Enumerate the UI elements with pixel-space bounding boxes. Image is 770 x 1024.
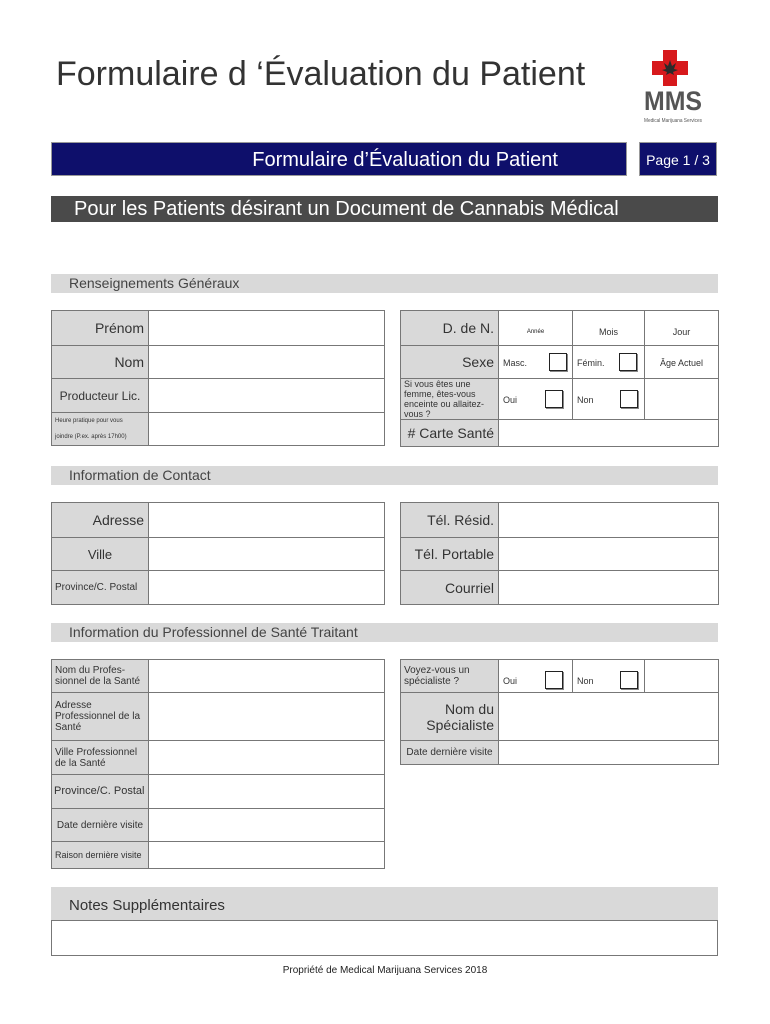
label-adresse: Adresse: [52, 503, 149, 538]
label-spec-non: Non: [577, 676, 594, 686]
label-nom-specialiste: Nom du Spécialiste: [401, 693, 499, 741]
femin-checkbox[interactable]: [619, 353, 637, 371]
courriel-field[interactable]: [499, 571, 719, 605]
professional-right-table: [400, 659, 719, 765]
label-heure-line2: joindre (P.ex. après 17h00): [55, 434, 127, 440]
label-heure-line1: Heure pratique pour vous: [55, 418, 123, 424]
label-specialiste: Voyez-vous un spécialiste ?: [401, 660, 499, 693]
footer-text: Propriété de Medical Marijuana Services 2018: [282, 965, 488, 976]
label-date-spec: Date dernière visite: [401, 741, 499, 765]
label-raison: Raison dernière visite: [52, 842, 149, 869]
label-nom: Nom: [52, 346, 149, 379]
enceinte-oui-checkbox[interactable]: [545, 390, 563, 408]
mms-logo: [640, 48, 706, 128]
professional-left-table: [51, 659, 385, 869]
specialiste-non-checkbox[interactable]: [620, 671, 638, 689]
label-date-visite: Date dernière visite: [52, 809, 149, 842]
section-professional: Information du Professionnel de Santé Traitant: [51, 623, 718, 642]
page-title: Formulaire d ‘Évaluation du Patient: [56, 55, 586, 93]
logo-text: MMS: [644, 86, 702, 116]
label-tel-portable: Tél. Portable: [401, 538, 499, 571]
enceinte-non-checkbox[interactable]: [620, 390, 638, 408]
contact-left-table: [51, 502, 385, 605]
label-jour: Jour: [672, 327, 691, 337]
label-carte-sante: # Carte Santé: [401, 420, 499, 447]
label-tel-resid: Tél. Résid.: [401, 503, 499, 538]
label-producteur: Producteur Lic.: [52, 379, 149, 413]
prenom-field[interactable]: [149, 311, 385, 346]
label-ville-pro: Ville Professionnel de la Santé: [52, 741, 149, 775]
nom-field[interactable]: [149, 346, 385, 379]
producteur-field[interactable]: [149, 379, 385, 413]
label-sexe: Sexe: [401, 346, 499, 379]
province-field[interactable]: [149, 571, 385, 605]
label-adresse-pro: Adresse Professionnel de la Santé: [52, 693, 149, 741]
label-enceinte-oui: Oui: [503, 395, 518, 406]
specialiste-oui-checkbox[interactable]: [545, 671, 563, 689]
section-contact: Information de Contact: [51, 466, 718, 485]
label-province: Province/C. Postal: [52, 571, 149, 605]
logo-subtext: Medical Marijuana Services: [644, 118, 703, 124]
ddn-mois-field[interactable]: [573, 311, 645, 346]
contact-right-table: [400, 502, 719, 605]
ville-pro-field[interactable]: [149, 741, 385, 775]
label-courriel: Courriel: [401, 571, 499, 605]
label-ddn: D. de N.: [401, 311, 499, 346]
adresse-field[interactable]: [149, 503, 385, 538]
label-province-pro: Province/C. Postal: [52, 775, 149, 809]
label-mois: Mois: [598, 327, 618, 337]
adresse-pro-field[interactable]: [149, 693, 385, 741]
date-visite-field[interactable]: [149, 809, 385, 842]
heure-field[interactable]: [149, 413, 385, 446]
notes-field[interactable]: [51, 920, 718, 956]
subtitle-banner: Pour les Patients désirant un Document de Cannabis Médical: [51, 196, 718, 222]
label-spec-oui: Oui: [503, 676, 518, 686]
nom-specialiste-field[interactable]: [499, 693, 719, 741]
label-prenom: Prénom: [52, 311, 149, 346]
form-banner: Formulaire d’Évaluation du Patient: [51, 142, 627, 176]
masc-checkbox[interactable]: [549, 353, 567, 371]
carte-sante-field[interactable]: [499, 420, 719, 447]
ville-field[interactable]: [149, 538, 385, 571]
label-age: Âge Actuel: [659, 358, 704, 368]
label-femin: Fémin.: [577, 358, 605, 369]
label-ville: Ville: [52, 538, 149, 571]
raison-field[interactable]: [149, 842, 385, 869]
nom-pro-field[interactable]: [149, 660, 385, 693]
section-general: Renseignements Généraux: [51, 274, 718, 293]
age-field[interactable]: [645, 346, 719, 379]
general-left-table: [51, 310, 385, 446]
general-right-table: [400, 310, 719, 447]
label-enceinte: Si vous êtes une femme, êtes-vous enceinte ou allaitez-vous ?: [401, 379, 499, 420]
province-pro-field[interactable]: [149, 775, 385, 809]
ddn-annee-field[interactable]: [499, 311, 573, 346]
page-indicator: Page 1 / 3: [639, 142, 717, 176]
tel-portable-field[interactable]: [499, 538, 719, 571]
label-enceinte-non: Non: [577, 395, 594, 406]
label-annee: Année: [526, 329, 545, 335]
tel-resid-field[interactable]: [499, 503, 719, 538]
section-notes: Notes Supplémentaires: [51, 887, 718, 920]
ddn-jour-field[interactable]: [645, 311, 719, 346]
label-masc: Masc.: [503, 358, 528, 369]
date-spec-field[interactable]: [499, 741, 719, 765]
label-nom-pro: Nom du Profes-sionnel de la Santé: [52, 660, 149, 693]
